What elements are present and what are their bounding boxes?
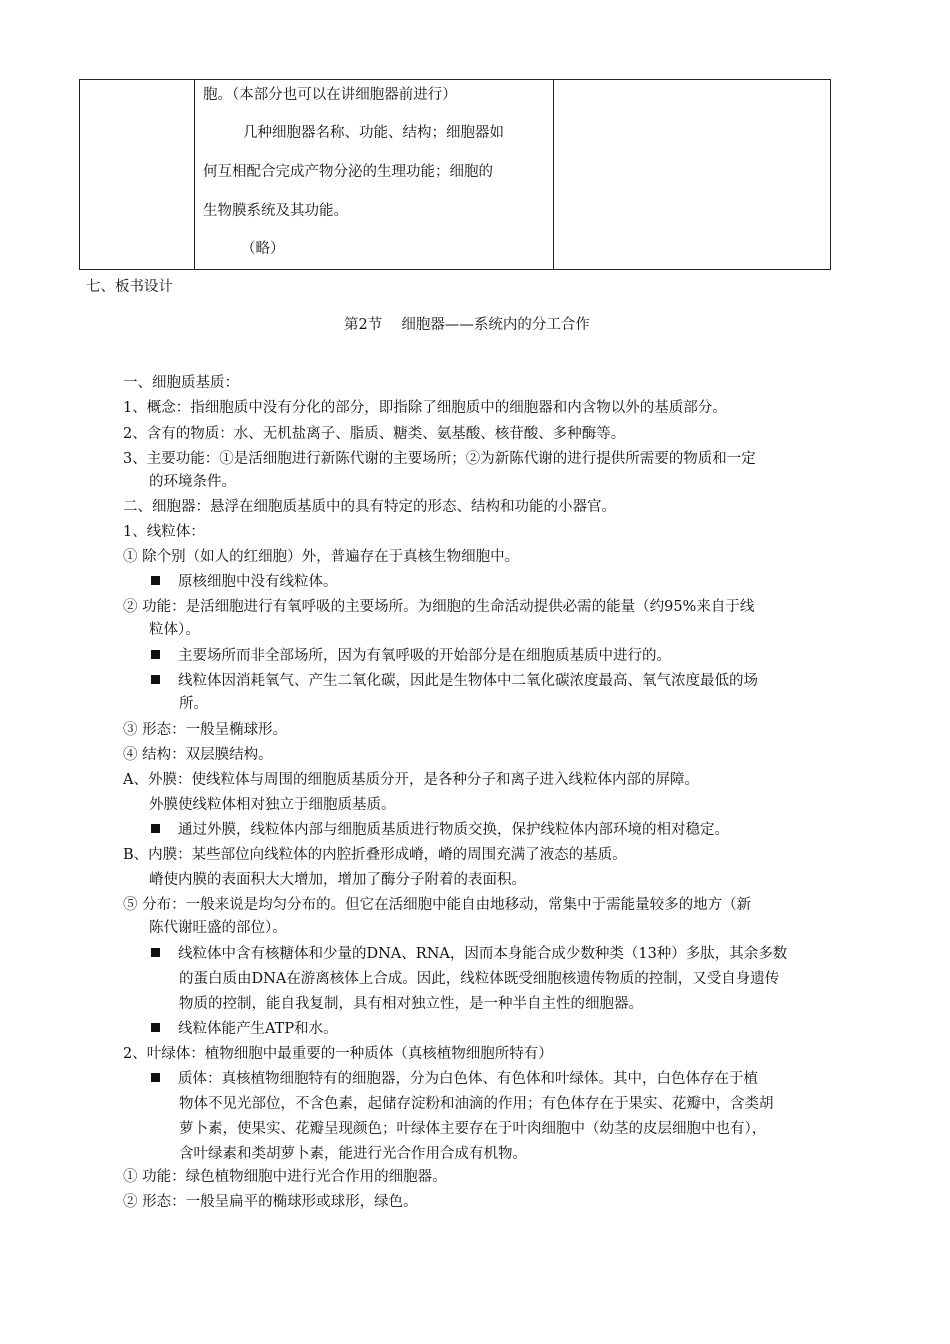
- text-line: 2、含有的物质：水、无机盐离子、脂质、糖类、氨基酸、核苷酸、多种酶等。: [123, 426, 626, 442]
- bullet-item: 原核细胞中没有线粒体。: [151, 572, 338, 592]
- section-heading: 七、板书设计: [86, 279, 173, 295]
- square-bullet-icon: [151, 948, 160, 957]
- text-line: 一、细胞质基质：: [123, 375, 239, 391]
- text-line: ② 形态：一般呈扁平的椭球形或球形，绿色。: [123, 1194, 418, 1210]
- text-line: B、内膜：某些部位向线粒体的内腔折叠形成嵴，嵴的周围充满了液态的基质。: [123, 847, 627, 863]
- square-bullet-icon: [151, 824, 160, 833]
- text-line: 含叶绿素和类胡萝卜素，能进行光合作用合成有机物。: [179, 1146, 527, 1162]
- bullet-item: 质体：真核植物细胞特有的细胞器，分为白色体、有色体和叶绿体。其中，白色体存在于植: [151, 1069, 758, 1089]
- text-line: 1、概念：指细胞质中没有分化的部分，即指除了细胞质中的细胞器和内含物以外的基质部分。: [123, 400, 727, 416]
- table-column-divider: [553, 80, 554, 269]
- table-cell-line: 几种细胞器名称、功能、结构；细胞器如: [243, 125, 504, 141]
- square-bullet-icon: [151, 650, 160, 659]
- square-bullet-icon: [151, 1073, 160, 1082]
- lesson-table: [79, 79, 831, 270]
- bullet-item: 线粒体能产生ATP和水。: [151, 1019, 338, 1039]
- bullet-item: 线粒体中含有核糖体和少量的DNA、RNA，因而本身能合成少数种类（13种）多肽，其余多数: [151, 944, 787, 964]
- text-line: ① 功能：绿色植物细胞中进行光合作用的细胞器。: [123, 1169, 447, 1185]
- table-cell-line: 胞。（本部分也可以在讲细胞器前进行）: [203, 87, 457, 103]
- square-bullet-icon: [151, 576, 160, 585]
- square-bullet-icon: [151, 675, 160, 684]
- text-line: 二、细胞器：悬浮在细胞质基质中的具有特定的形态、结构和功能的小器官。: [123, 499, 616, 515]
- text-line: 萝卜素，使果实、花瓣呈现颜色；叶绿体主要存在于叶肉细胞中（幼茎的皮层细胞中也有），: [179, 1121, 767, 1137]
- table-column-divider: [194, 80, 195, 269]
- text-line: 所。: [179, 696, 208, 712]
- page-title: 第2节 细胞器——系统内的分工合作: [344, 317, 590, 333]
- bullet-item: 线粒体因消耗氧气、产生二氧化碳，因此是生物体中二氧化碳浓度最高、氧气浓度最低的场: [151, 671, 758, 691]
- text-line: A、外膜：使线粒体与周围的细胞质基质分开，是各种分子和离子进入线粒体内部的屏障。: [123, 772, 699, 788]
- text-line: 陈代谢旺盛的部位）。: [149, 920, 287, 936]
- table-cell-line: （略）: [241, 241, 285, 257]
- text-line: 的环境条件。: [149, 474, 236, 490]
- text-line: 3、主要功能：①是活细胞进行新陈代谢的主要场所；②为新陈代谢的进行提供所需要的物质和一定: [123, 451, 756, 467]
- table-cell-line: 生物膜系统及其功能。: [203, 203, 348, 219]
- text-line: 1、线粒体：: [123, 524, 205, 540]
- text-line: 物体不见光部位，不含色素，起储存淀粉和油滴的作用；有色体存在于果实、花瓣中，含类胡: [179, 1096, 774, 1112]
- text-line: ③ 形态：一般呈椭球形。: [123, 722, 288, 738]
- text-line: ④ 结构：双层膜结构。: [123, 747, 273, 763]
- text-line: ② 功能：是活细胞进行有氧呼吸的主要场所。为细胞的生命活动提供必需的能量（约95%来自于线: [123, 599, 755, 615]
- text-line: ⑤ 分布：一般来说是均匀分布的。但它在活细胞中能自由地移动，常集中于需能量较多的地方（新: [123, 897, 752, 913]
- text-line: 外膜使线粒体相对独立于细胞质基质。: [149, 797, 396, 813]
- square-bullet-icon: [151, 1023, 160, 1032]
- text-line: 物质的控制，能自我复制，具有相对独立性，是一种半自主性的细胞器。: [179, 996, 643, 1012]
- text-line: 2、叶绿体：植物细胞中最重要的一种质体（真核植物细胞所特有）: [123, 1046, 553, 1062]
- text-line: 嵴使内膜的表面积大大增加，增加了酶分子附着的表面积。: [149, 872, 526, 888]
- table-cell-line: 何互相配合完成产物分泌的生理功能；细胞的: [203, 164, 493, 180]
- text-line: 的蛋白质由DNA在游离核体上合成。因此，线粒体既受细胞核遗传物质的控制，又受自身遗传: [179, 971, 780, 987]
- bullet-item: 主要场所而非全部场所，因为有氧呼吸的开始部分是在细胞质基质中进行的。: [151, 646, 671, 666]
- text-line: 粒体）。: [149, 622, 200, 638]
- text-line: ① 除个别（如人的红细胞）外，普遍存在于真核生物细胞中。: [123, 549, 520, 565]
- bullet-item: 通过外膜，线粒体内部与细胞质基质进行物质交换，保护线粒体内部环境的相对稳定。: [151, 820, 729, 840]
